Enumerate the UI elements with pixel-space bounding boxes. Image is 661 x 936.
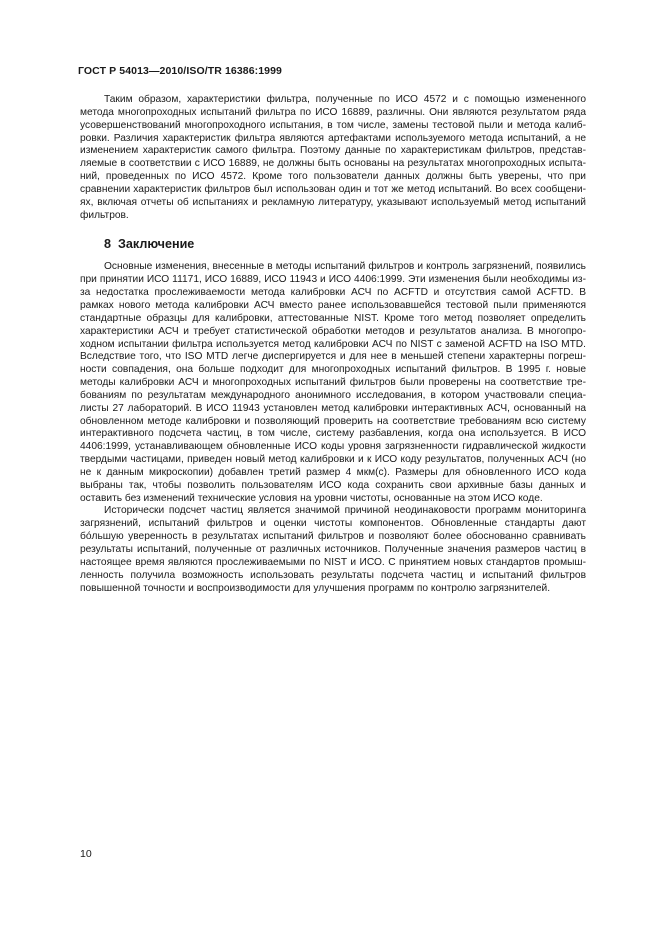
section-heading xyxy=(80,236,586,252)
section-title: Заключение xyxy=(118,237,195,252)
section-paragraph: Основные изменения, внесенные в методы испытаний фильтров и контроль загрязнений, появились при принятии ИСО 11171, ИСО 16889, ИСО 11943 и ИСО 4406:1999. Эти изменения были необходимы из-за недостатка прослеживаемости метода калибровки АСЧ по ACFTD и отсутствия самой ACFTD. В рамках нового метода калибровки АСЧ вместо ранее использовавшейся тестовой пыли применяются стандартные образцы для калибровки, аттестованные NIST. Кроме того метод позволяет определить характеристики АСЧ и требует статистической обработки методов и результатов анализа. В многопроходном испытании фильтра используется метод калибровки АСЧ по NIST с заменой ACFTD на ISO MTD. Вследствие того, что ISO MTD легче диспергируется и для нее в меньшей степени характерны погрешности совпадения, она больше подходит для многопроходных испытаний фильтров. В 1995 г. новые методы калибровки АСЧ и многопроходных испытаний фильтров были проверены на соответствие требованиям по результатам международного анонимного исследования, в котором участвовали специалисты 27 лабораторий. В ИСО 11943 установлен метод калибровки интерактивных АСЧ, основанный на обновленном методе калибровки и позволяющий проверить на соответствие требованиям всю систему интерактивного подсчета частиц, в том числе, систему разбавления, когда она используется. В ИСО 4406:1999, устанавливающем обновленные ИСО коды уровня загрязненности гидравлической жидкости твердыми частицами, приведен новый метод калибровки и к ИСО коду результатов, полученных АСЧ (но не к данным микроскопии) добавлен третий размер 4 мкм(с). Размеры для обновленного ИСО кода выбраны так, чтобы позволить пользователям ИСО кода сохранить свои архивные базы данных и оставить без изменений технические условия на уровни чистоты, основанные на этом ИСО коде. xyxy=(80,261,586,504)
section-number: 8 xyxy=(104,237,112,252)
document-body xyxy=(80,94,586,595)
intro-paragraph: Таким образом, характеристики фильтра, полученные по ИСО 4572 и с помощью измененного метода многопроходных испытаний фильтра по ИСО 16889, различны. Они являются результатом ряда усовершенствований многопроходного испытания, в том числе, замены тестовой пыли и метода калибровки. Различия характеристик фильтра являются артефактами используемого метода испытаний, а не изменением характеристик самого фильтра. Поэтому данные по характеристикам фильтров, представляемые в соответствии с ИСО 16889, не должны быть основаны на результатах многопроходных испытаний, проведенных по ИСО 4572. Кроме того пользователи данных должны быть уверены, что при сравнении характеристик фильтров был использован один и тот же метод испытаний. Во всех сообщениях, включая отчеты об испытаниях и рекламную литературу, указывают используемый метод испытаний фильтров. xyxy=(80,94,586,221)
section-paragraph: Исторически подсчет частиц является значимой причиной неодинаковости программ мониторинга загрязнений, испытаний фильтров и оценки чистоты компонентов. Обновленные стандарты дают бо́льшую уверенность в результатах испытаний фильтров и позволяют более обоснованно сравнивать результаты испытаний, полученные от различных источников. Полученные значения размеров частиц в настоящее время являются прослеживаемыми по NIST и ИСО. С принятием новых стандартов промышленность получила возможность использовать результаты подсчета частиц и испытаний фильтров повышенной точности и воспроизводимости для улучшения программ по контролю загрязнителей. xyxy=(80,505,586,594)
page-number: 10 xyxy=(80,848,92,860)
document-header: ГОСТ Р 54013—2010/ISO/TR 16386:1999 xyxy=(78,65,282,77)
